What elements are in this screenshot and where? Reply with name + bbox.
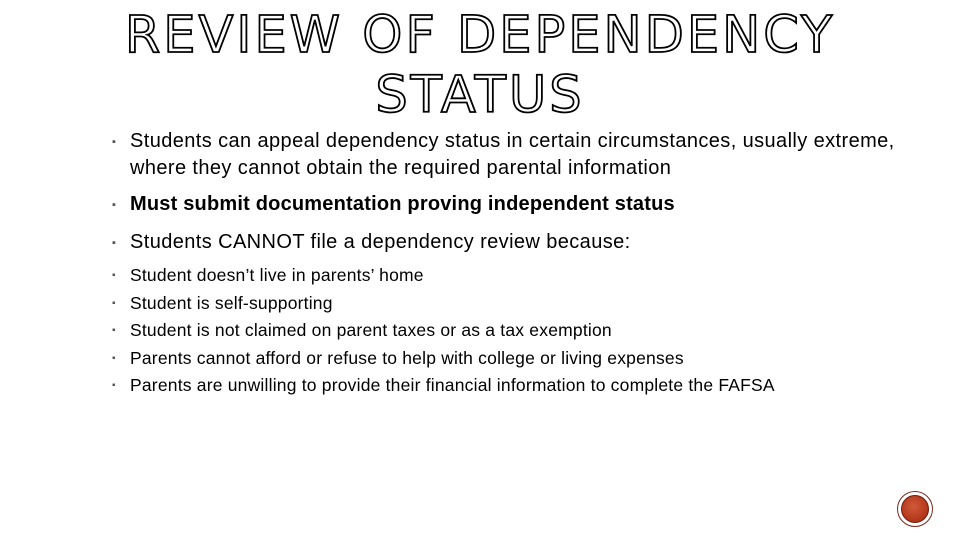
sub-bullet-item bbox=[112, 317, 912, 345]
bullet-marker: ▪ bbox=[112, 237, 117, 249]
sub-bullet-marker: ▪ bbox=[112, 380, 116, 391]
bullet-marker: ▪ bbox=[112, 199, 117, 211]
sub-bullet-marker: ▪ bbox=[112, 352, 116, 364]
sub-bullet-text: Student doesn’t live in parents’ home bbox=[130, 265, 424, 285]
bullet-marker: ▪ bbox=[112, 136, 117, 148]
bullet-cannot-file bbox=[112, 229, 912, 256]
badge-inner-circle bbox=[901, 495, 929, 523]
bullet-documentation bbox=[112, 191, 912, 218]
bullet-text: Students CANNOT file a dependency review because: bbox=[130, 231, 631, 253]
bullet-text: Must submit documentation proving independent status bbox=[130, 193, 675, 215]
slide-title bbox=[0, 6, 960, 126]
title-line-2: STATUS bbox=[375, 66, 585, 125]
bullet-text: Students can appeal dependency status in certain circumstances, usually extreme, where they cannot obtain the required parental information bbox=[130, 130, 895, 179]
sub-bullet-text: Parents are unwilling to provide their financial information to complete the FAFSA bbox=[130, 375, 775, 395]
sub-bullet-text: Parents cannot afford or refuse to help with college or living expenses bbox=[130, 347, 684, 368]
bullet-appeal bbox=[112, 128, 912, 182]
sub-bullet-item bbox=[112, 262, 912, 290]
title-line-1: REVIEW OF DEPENDENCY bbox=[124, 6, 836, 65]
slide-number-badge-icon bbox=[897, 491, 933, 527]
sub-bullet-marker: ▪ bbox=[112, 297, 116, 309]
sub-bullet-text: Student is self-supporting bbox=[130, 292, 333, 313]
sub-bullet-marker: ▪ bbox=[112, 270, 116, 281]
sub-bullet-item bbox=[112, 345, 912, 373]
slide-content bbox=[112, 128, 912, 400]
sub-bullet-item bbox=[112, 290, 912, 318]
sub-bullet-list bbox=[112, 262, 912, 400]
sub-bullet-marker: ▪ bbox=[112, 325, 116, 336]
sub-bullet-item bbox=[112, 372, 912, 400]
sub-bullet-text: Student is not claimed on parent taxes or as a tax exemption bbox=[130, 320, 612, 340]
